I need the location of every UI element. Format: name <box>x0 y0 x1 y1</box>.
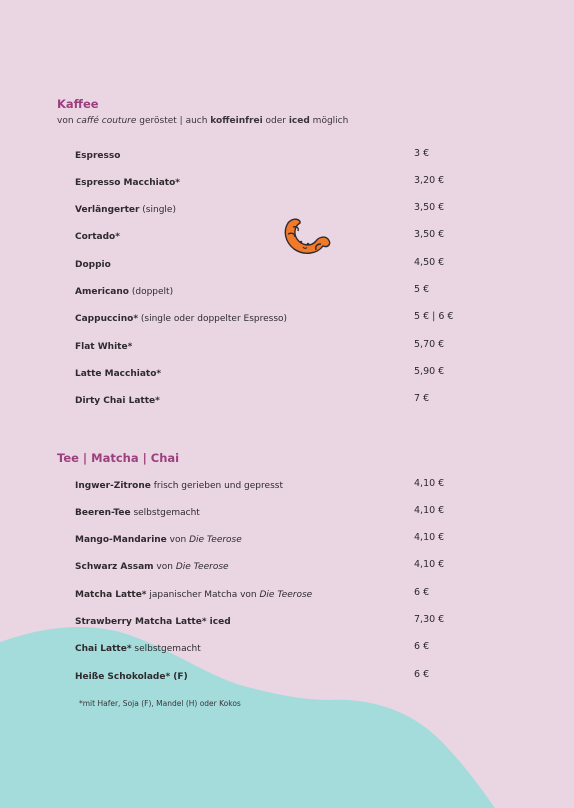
item-price: 5,90 € <box>414 366 445 377</box>
item-name: Schwarz Assam <box>75 562 154 572</box>
menu-item <box>75 393 475 410</box>
item-price: 3,50 € <box>414 202 445 213</box>
item-name: Beeren-Tee <box>75 508 131 518</box>
section-title-tee: Tee | Matcha | Chai <box>57 451 180 465</box>
section-title-kaffee: Kaffee <box>57 97 99 111</box>
menu-item <box>75 478 475 495</box>
item-price: 7,30 € <box>414 614 445 625</box>
item-price: 6 € <box>414 587 430 598</box>
menu-item <box>75 175 475 192</box>
item-name: Ingwer-Zitrone <box>75 481 151 491</box>
kaffee-subtitle <box>57 116 348 126</box>
menu-item <box>75 641 475 658</box>
item-name: Cappuccino* <box>75 314 139 324</box>
item-desc: selbstgemacht <box>131 644 201 654</box>
item-price: 4,50 € <box>414 257 445 268</box>
item-name: Cortado* <box>75 232 120 242</box>
item-name: Strawberry Matcha Latte* iced <box>75 617 231 627</box>
menu-item <box>75 257 475 274</box>
item-desc: (single) <box>139 205 176 215</box>
item-price: 5 € | 6 € <box>414 311 454 322</box>
menu-item <box>75 669 475 686</box>
subtitle-part: caffé couture <box>76 116 137 126</box>
menu-item <box>75 148 475 165</box>
croissant-icon <box>278 209 334 265</box>
item-price: 3 € <box>414 148 430 159</box>
item-price: 5,70 € <box>414 339 445 350</box>
item-price: 3,50 € <box>414 229 445 240</box>
item-price: 6 € <box>414 669 430 680</box>
menu-item <box>75 559 475 576</box>
item-price: 4,10 € <box>414 559 445 570</box>
subtitle-part: geröstet | auch <box>136 116 211 126</box>
menu-item <box>75 587 475 604</box>
item-name: Heiße Schokolade* (F) <box>75 672 188 682</box>
item-name: Espresso Macchiato* <box>75 178 180 188</box>
item-name: Chai Latte* <box>75 644 132 654</box>
item-name: Verlängerter <box>75 205 140 215</box>
item-name: Mango-Mandarine <box>75 535 167 545</box>
item-desc: frisch gerieben und gepresst <box>150 481 283 491</box>
footnote: *mit Hafer, Soja (F), Mandel (H) oder Kokos <box>79 699 241 708</box>
menu-item <box>75 284 475 301</box>
item-name: Dirty Chai Latte* <box>75 396 160 406</box>
subtitle-part: möglich <box>309 116 349 126</box>
subtitle-part: oder <box>262 116 289 126</box>
item-name: Doppio <box>75 260 111 270</box>
item-price: 6 € <box>414 641 430 652</box>
item-desc: von Die Teerose <box>153 562 229 572</box>
item-price: 4,10 € <box>414 532 445 543</box>
item-name: Matcha Latte* <box>75 590 147 600</box>
item-desc: (single oder doppelter Espresso) <box>138 314 288 324</box>
subtitle-part: von <box>57 116 77 126</box>
item-price: 3,20 € <box>414 175 445 186</box>
subtitle-part: koffeinfrei <box>210 116 263 126</box>
menu-item <box>75 532 475 549</box>
item-desc: selbstgemacht <box>130 508 200 518</box>
item-name: Americano <box>75 287 129 297</box>
menu-item <box>75 505 475 522</box>
item-price: 4,10 € <box>414 505 445 516</box>
menu-item <box>75 202 475 219</box>
menu-item <box>75 339 475 356</box>
item-desc: von Die Teerose <box>166 535 242 545</box>
item-price: 4,10 € <box>414 478 445 489</box>
menu-item <box>75 311 475 328</box>
item-desc: (doppelt) <box>128 287 174 297</box>
subtitle-part: iced <box>288 116 310 126</box>
menu-item <box>75 366 475 383</box>
item-name: Espresso <box>75 151 121 161</box>
item-name: Latte Macchiato* <box>75 369 162 379</box>
menu-item <box>75 614 475 631</box>
menu-item <box>75 229 475 246</box>
item-price: 7 € <box>414 393 430 404</box>
item-name: Flat White* <box>75 342 133 352</box>
item-price: 5 € <box>414 284 430 295</box>
item-desc: japanischer Matcha von Die Teerose <box>146 590 313 600</box>
